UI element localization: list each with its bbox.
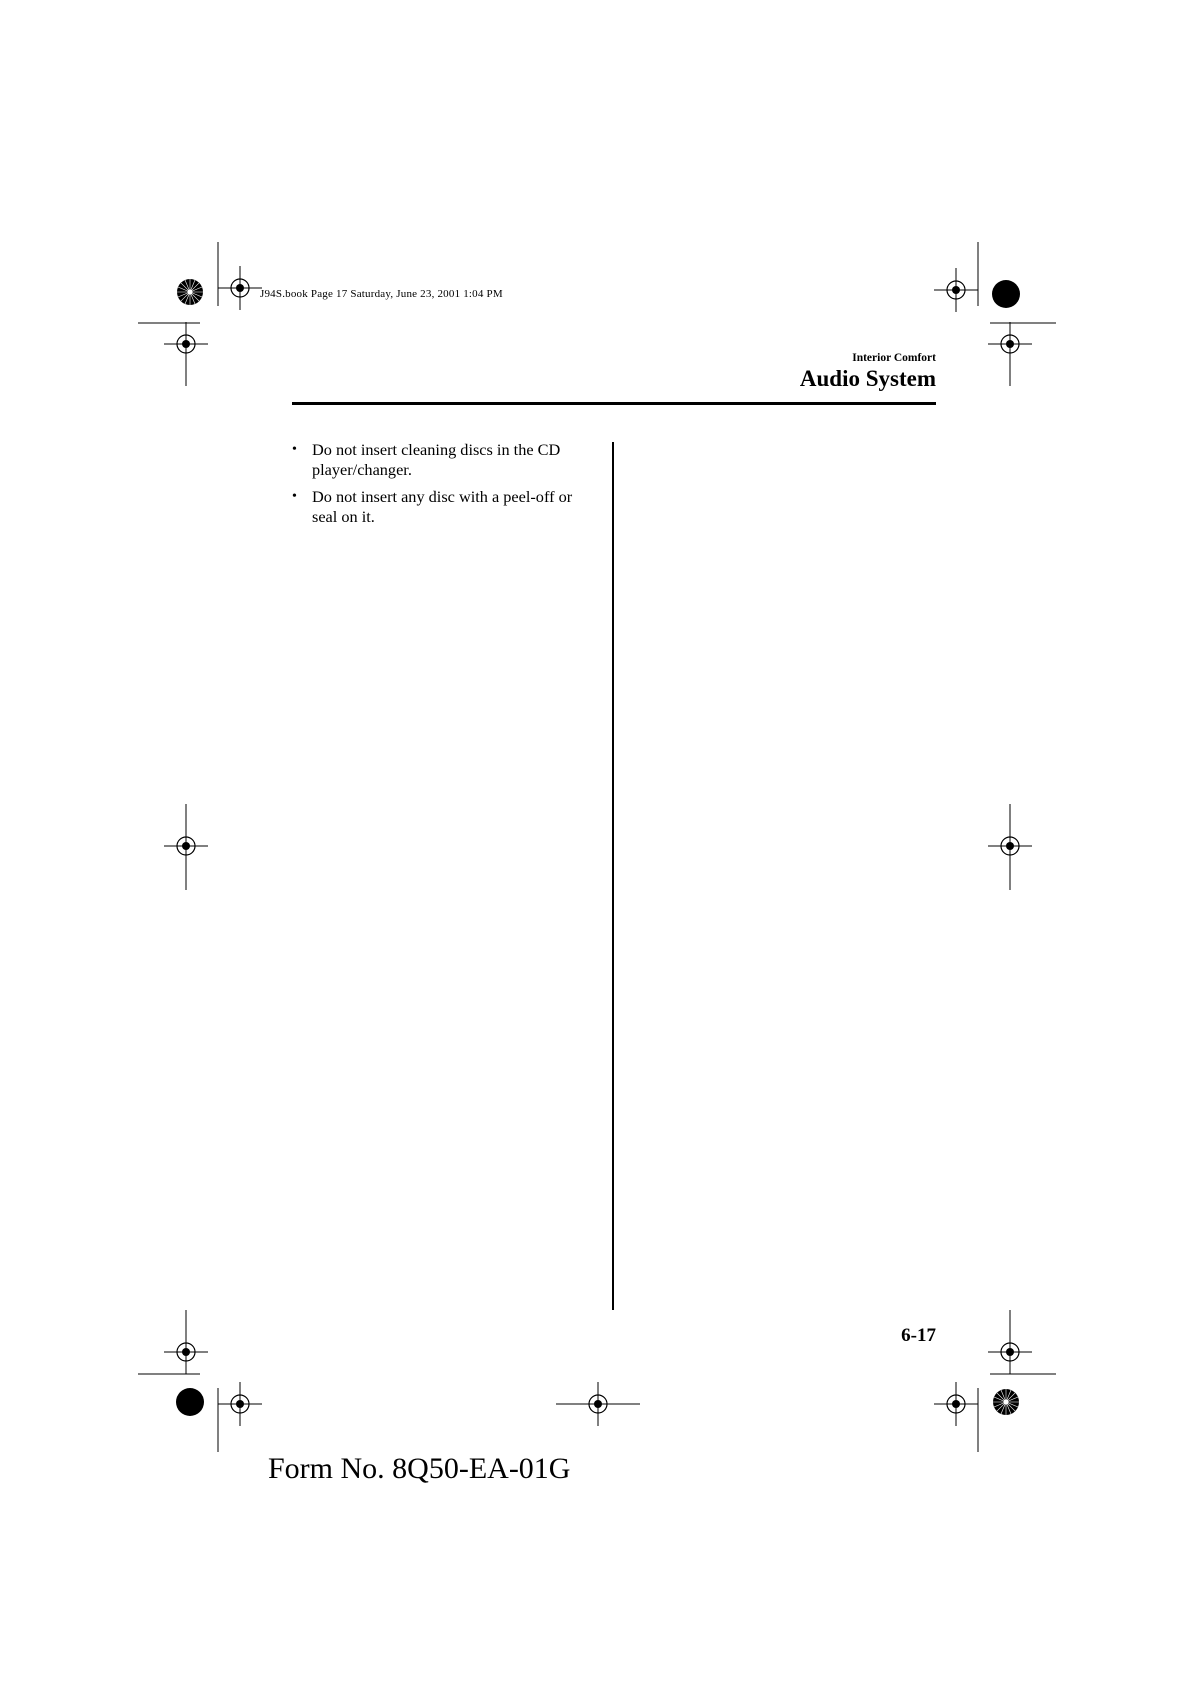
page-number: 6-17 (901, 1325, 936, 1346)
bullet-icon: • (292, 489, 297, 504)
list-item-text: Do not insert any disc with a peel-off or seal on it. (312, 487, 573, 526)
column-divider (612, 442, 614, 1310)
list-item-text: Do not insert cleaning discs in the CD player/changer. (312, 440, 561, 479)
bullet-list (292, 440, 592, 534)
list-item (292, 440, 592, 480)
form-number: Form No. 8Q50-EA-01G (268, 1452, 571, 1485)
print-header: J94S.book Page 17 Saturday, June 23, 2001 1:04 PM (260, 288, 503, 300)
title-rule (292, 402, 936, 405)
section-category: Interior Comfort (852, 352, 936, 364)
bullet-icon: • (292, 442, 297, 457)
page-title: Audio System (799, 366, 936, 391)
list-item (292, 487, 592, 527)
